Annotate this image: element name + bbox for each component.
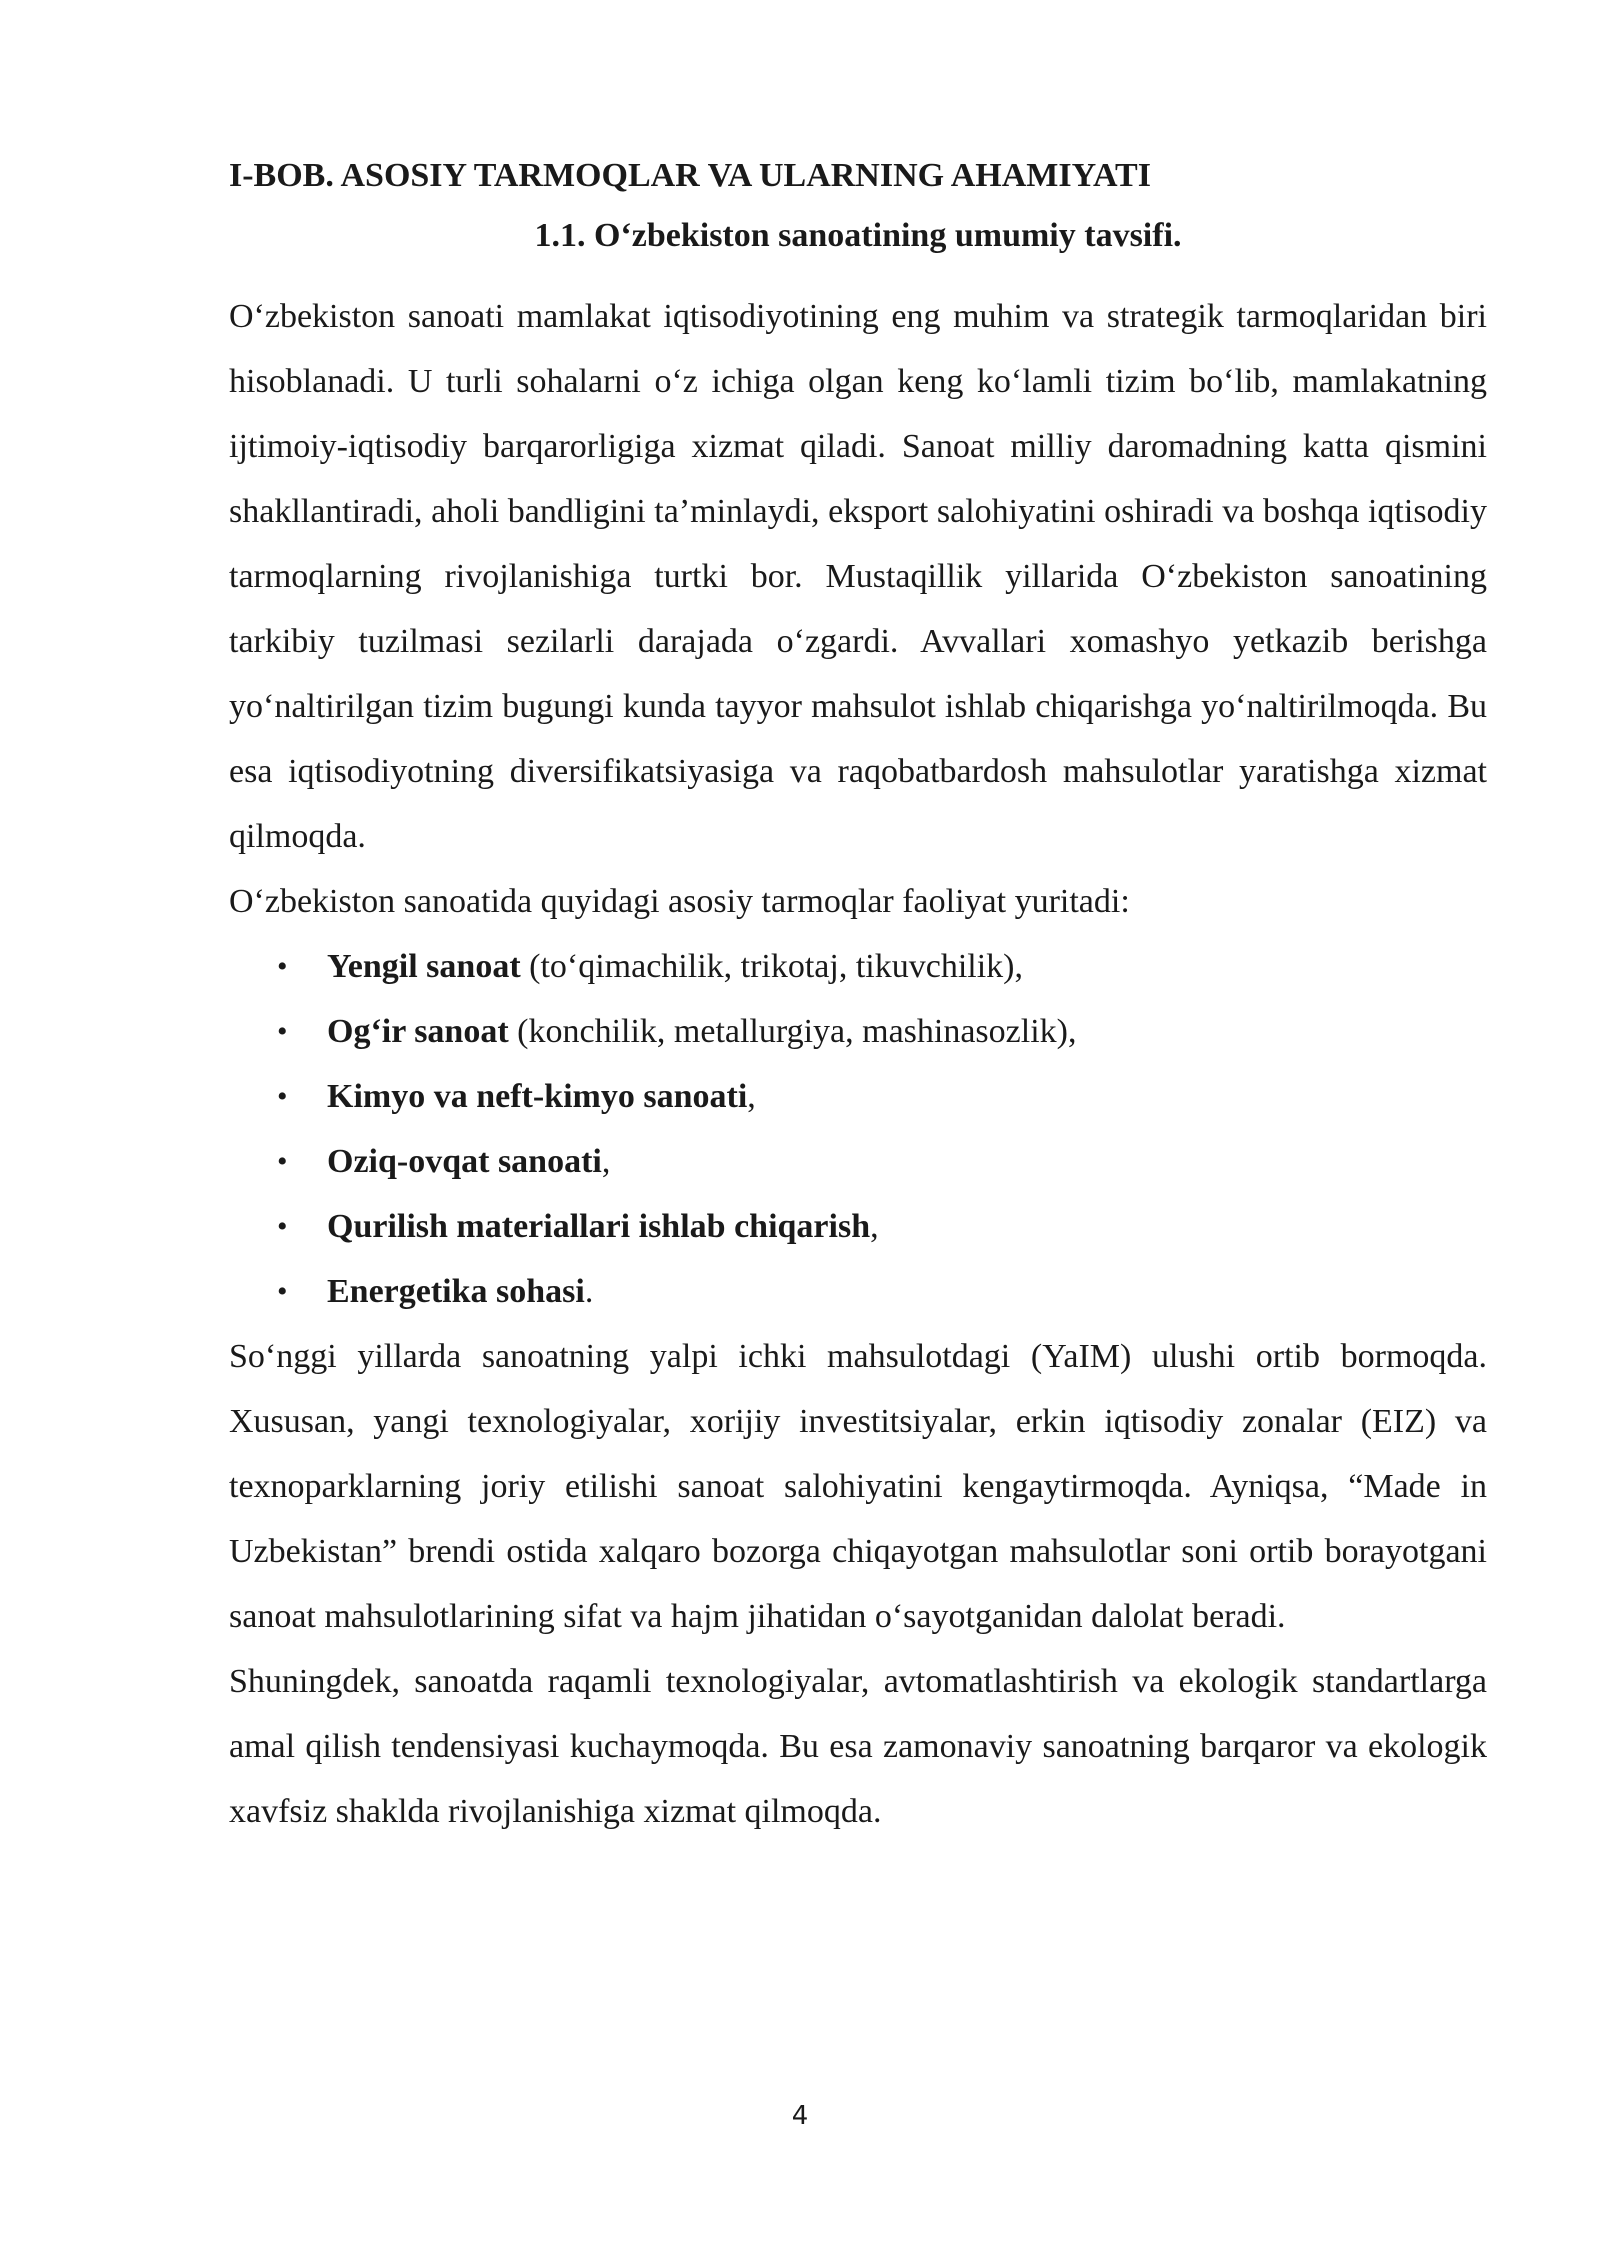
sector-detail: ,	[870, 1208, 879, 1245]
sector-name: Qurilish materiallari ishlab chiqarish	[327, 1208, 871, 1245]
list-item	[277, 1259, 1487, 1324]
sector-detail: ,	[601, 1143, 611, 1180]
list-item	[277, 1194, 1487, 1259]
bullet-icon: •	[277, 950, 288, 983]
bullet-icon: •	[277, 1080, 288, 1113]
bullet-icon: •	[277, 1210, 288, 1243]
sector-detail: (konchilik, metallurgiya, mashinasozlik),	[508, 1013, 1077, 1050]
document-page	[229, 150, 1487, 1844]
bullet-icon: •	[277, 1145, 288, 1178]
sector-name: Kimyo va neft-kimyo sanoati	[327, 1078, 748, 1115]
sector-detail: ,	[747, 1078, 756, 1115]
sectors-list-intro: O‘zbekiston sanoatida quyidagi asosiy tarmoqlar faoliyat yuritadi:	[229, 883, 1130, 920]
paragraph-digital-trends: Shuningdek, sanoatda raqamli texnologiyalar, avtomatlashtirish va ekologik standartlarga amal qilish tendensiyasi kuchaymoqda. Bu esa zamonaviy sanoatning barqaror va ekologik xavfsiz shaklda rivojlanishiga xizmat qilmoqda.	[229, 1663, 1487, 1830]
sector-name: Oziq-ovqat sanoati	[327, 1143, 602, 1180]
bullet-icon: •	[277, 1275, 288, 1308]
list-item	[277, 1129, 1487, 1194]
section-title: 1.1. O‘zbekiston sanoatining umumiy tavsifi.	[534, 217, 1182, 254]
list-item	[277, 934, 1487, 999]
sectors-list	[229, 934, 1487, 1324]
chapter-title: I-BOB. ASOSIY TARMOQLAR VA ULARNING AHAMIYATI	[229, 157, 1151, 194]
sector-detail: (to‘qimachilik, trikotaj, tikuvchilik),	[520, 948, 1023, 985]
sector-name: Og‘ir sanoat	[327, 1013, 509, 1050]
paragraph-gdp-share: So‘nggi yillarda sanoatning yalpi ichki mahsulotdagi (YaIM) ulushi ortib bormoqda. Xususan, yangi texnologiyalar, xorijiy investitsiyalar, erkin iqtisodiy zonalar (EIZ) va texnoparklarning joriy etilishi sanoat salohiyatini kengaytirmoqda. Ayniqsa, “Made in Uzbekistan” brendi ostida xalqaro bozorga chiqayotgan mahsulotlar soni ortib borayotgani sanoat mahsulotlarining sifat va hajm jihatidan o‘sayotganidan dalolat beradi.	[229, 1338, 1487, 1635]
list-item	[277, 999, 1487, 1064]
page-number: 4	[791, 2101, 809, 2131]
paragraph-intro: O‘zbekiston sanoati mamlakat iqtisodiyotining eng muhim va strategik tarmoqlaridan biri hisoblanadi. U turli sohalarni o‘z ichiga olgan keng ko‘lamli tizim bo‘lib, mamlakatning ijtimoiy-iqtisodiy barqarorligiga xizmat qiladi. Sanoat milliy daromadning katta qismini shakllantiradi, aholi bandligini ta’minlaydi, eksport salohiyatini oshiradi va boshqa iqtisodiy tarmoqlarning rivojlanishiga turtki bor. Mustaqillik yillarida O‘zbekiston sanoatining tarkibiy tuzilmasi sezilarli darajada o‘zgardi. Avvallari xomashyo yetkazib berishga yo‘naltirilgan tizim bugungi kunda tayyor mahsulot ishlab chiqarishga yo‘naltirilmoqda. Bu esa iqtisodiyotning diversifikatsiyasiga va raqobatbardosh mahsulotlar yaratishga xizmat qilmoqda.	[229, 298, 1487, 855]
sector-name: Yengil sanoat	[327, 948, 521, 985]
bullet-icon: •	[277, 1015, 288, 1048]
sector-name: Energetika sohasi	[327, 1273, 585, 1310]
sector-detail: .	[584, 1273, 594, 1310]
list-item	[277, 1064, 1487, 1129]
